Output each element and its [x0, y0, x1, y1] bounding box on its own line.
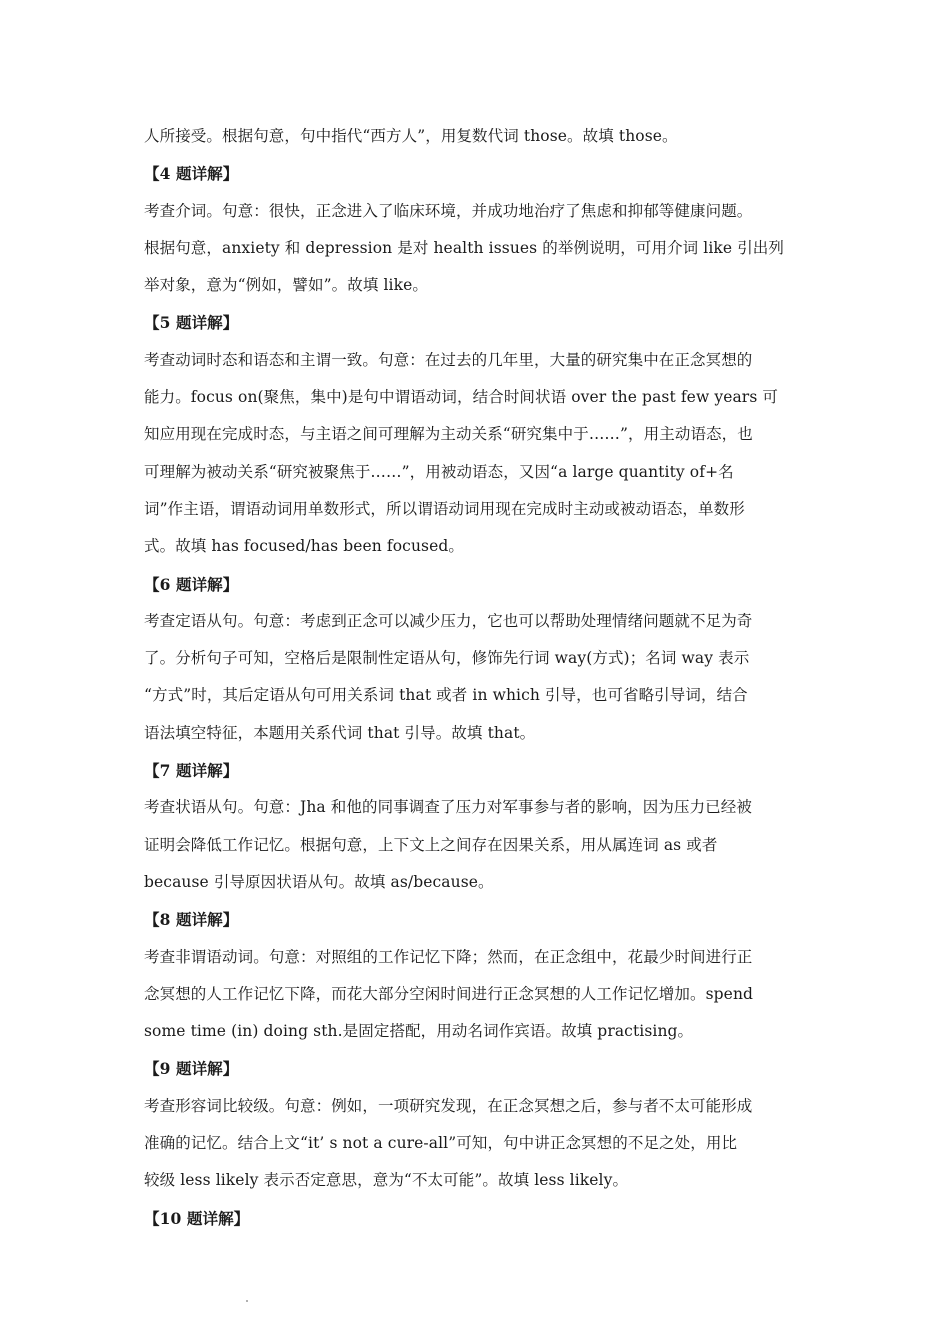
paragraph-line: 知应用现在完成时态，与主语之间可理解为主动关系“研究集中于……”，用主动语态，也 — [144, 425, 753, 444]
paragraph-line: 考查形容词比较级。句意：例如，一项研究发现，在正念冥想之后，参与者不太可能形成 — [144, 1096, 753, 1115]
paragraph-line: 考查动词时态和语态和主谓一致。句意：在过去的几年里，大量的研究集中在正念冥想的 — [144, 350, 753, 369]
paragraph-line: 了。分析句子可知，空格后是限制性定语从句，修饰先行词 way(方式)；名词 way 表示 — [144, 649, 750, 668]
paragraph-line: 根据句意，anxiety 和 depression 是对 health issues 的举例说明，可用介词 like 引出列 — [144, 238, 784, 257]
footer-mark — [246, 1300, 248, 1302]
question-heading-10: 【10 题详解】 — [144, 1208, 250, 1228]
paragraph-line: 证明会降低工作记忆。根据句意，上下文上之间存在因果关系，用从属连词 as 或者 — [144, 835, 718, 854]
document-body — [144, 118, 812, 1237]
paragraph-line: 可理解为被动关系“研究被聚焦于……”，用被动语态，又因“a large quantity of+名 — [144, 462, 734, 481]
paragraph-line: 较级 less likely 表示否定意思，意为“不太可能”。故填 less likely。 — [144, 1171, 629, 1190]
paragraph-line: 能力。focus on(聚焦，集中)是句中谓语动词，结合时间状语 over the past few years 可 — [144, 388, 778, 407]
paragraph-line: 语法填空特征，本题用关系代词 that 引导。故填 that。 — [144, 723, 536, 742]
paragraph-line: because 引导原因状语从句。故填 as/because。 — [144, 872, 494, 891]
paragraph-line: 人所接受。根据句意，句中指代“西方人”，用复数代词 those。故填 those。 — [144, 127, 678, 145]
paragraph-line: “方式”时，其后定语从句可用关系词 that 或者 in which 引导，也可省略引导词，结合 — [144, 686, 748, 705]
question-heading-9: 【9 题详解】 — [144, 1059, 239, 1079]
question-heading-6: 【6 题详解】 — [144, 574, 239, 594]
paragraph-line: 举对象，意为“例如，譬如”。故填 like。 — [144, 276, 428, 295]
paragraph-line: some time (in) doing sth.是固定搭配，用动名词作宾语。故填 practising。 — [144, 1022, 694, 1041]
question-heading-5: 【5 题详解】 — [144, 313, 239, 333]
paragraph-line: 式。故填 has focused/has been focused。 — [144, 537, 464, 556]
paragraph-line: 考查定语从句。句意：考虑到正念可以减少压力，它也可以帮助处理情绪问题就不足为奇 — [144, 611, 753, 630]
question-heading-8: 【8 题详解】 — [144, 910, 239, 930]
paragraph-line: 考查介词。句意：很快，正念进入了临床环境，并成功地治疗了焦虑和抑郁等健康问题。 — [144, 201, 753, 220]
question-heading-4: 【4 题详解】 — [144, 164, 239, 184]
paragraph-line: 考查非谓语动词。句意：对照组的工作记忆下降；然而，在正念组中，花最少时间进行正 — [144, 947, 753, 966]
question-heading-7: 【7 题详解】 — [144, 761, 239, 781]
paragraph-line: 念冥想的人工作记忆下降，而花大部分空闲时间进行正念冥想的人工作记忆增加。spend — [144, 984, 754, 1003]
paragraph-line: 考查状语从句。句意：Jha 和他的同事调查了压力对军事参与者的影响，因为压力已经被 — [144, 798, 752, 817]
paragraph-line: 准确的记忆。结合上文“it’ s not a cure-all”可知，句中讲正念冥想的不足之处，用比 — [144, 1134, 738, 1153]
paragraph-line: 词”作主语，谓语动词用单数形式，所以谓语动词用现在完成时主动或被动语态，单数形 — [144, 499, 745, 518]
